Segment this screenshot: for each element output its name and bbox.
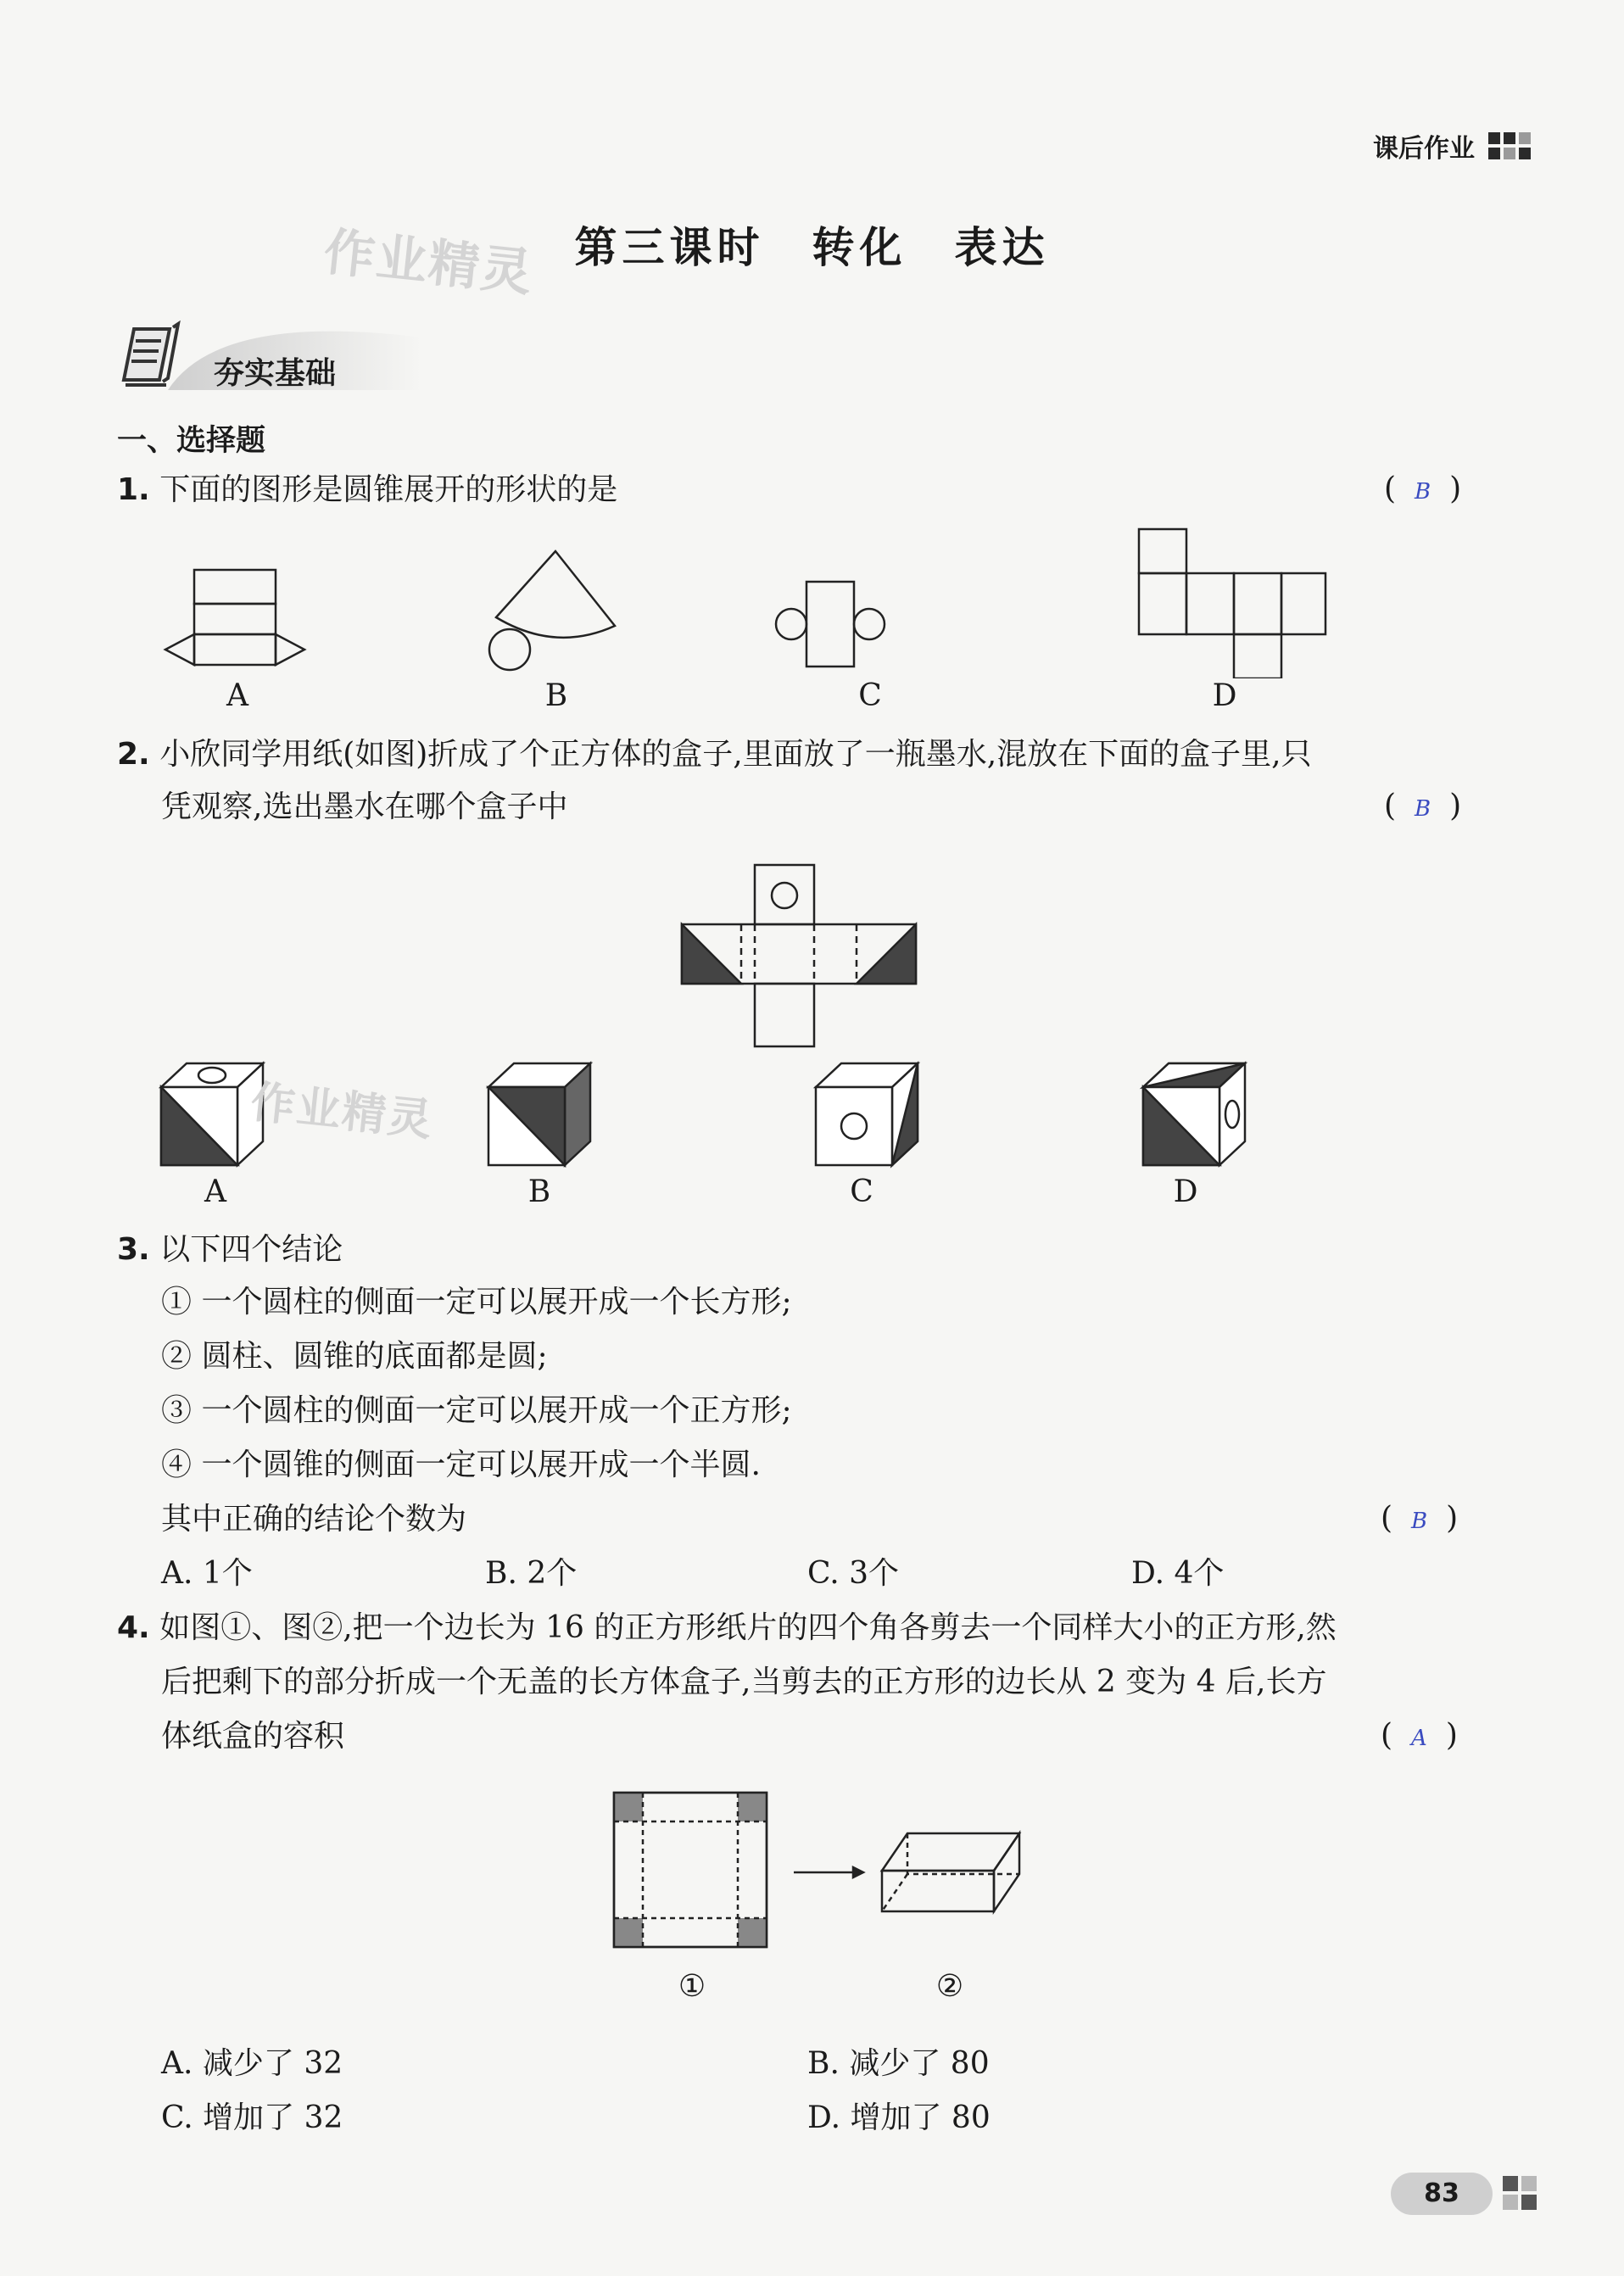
option-label: A xyxy=(226,678,248,713)
option-a: A. 1个 xyxy=(161,1556,253,1591)
statement: ② 圆柱、圆锥的底面都是圆; xyxy=(161,1339,548,1374)
answer-2: ( B ) xyxy=(1384,789,1462,823)
cut-square-figure xyxy=(614,1793,767,1947)
header-squares-icon xyxy=(1488,132,1531,159)
option-d: D. 增加了 80 xyxy=(807,2100,991,2135)
option-label: D xyxy=(1212,678,1237,713)
part-heading: 一、选择题 xyxy=(117,424,266,458)
lesson-title: 第三课时 转化 表达 xyxy=(574,222,1050,272)
figure-label: ② xyxy=(935,1969,964,2004)
q4-figures xyxy=(611,1789,1035,1959)
question-4: 4. 如图①、图②,把一个边长为 16 的正方形纸片的四个角各剪去一个同样大小的正方形,然 xyxy=(117,1610,1337,1645)
option-c-figure xyxy=(776,582,885,667)
watermark: 作业精灵 xyxy=(321,222,537,304)
option-label: C xyxy=(850,1174,873,1209)
question-2: 2. 小欣同学用纸(如图)折成了个正方体的盒子,里面放了一瓶墨水,混放在下面的盒子里,只 xyxy=(117,737,1312,772)
figure-label: ① xyxy=(678,1969,706,2004)
option-d-cube xyxy=(1143,1063,1245,1165)
option-c-cube xyxy=(816,1063,918,1165)
arrow-icon xyxy=(794,1867,863,1877)
statement: ③ 一个圆柱的侧面一定可以展开成一个正方形; xyxy=(161,1393,792,1428)
page-number: 83 xyxy=(1391,2173,1493,2215)
question-2-line2: 凭观察,选出墨水在哪个盒子中 xyxy=(161,789,568,824)
footer-squares-icon xyxy=(1503,2176,1537,2210)
option-label: D xyxy=(1173,1174,1198,1209)
option-a-figure xyxy=(165,570,304,665)
question-3-stem: 其中正确的结论个数为 xyxy=(161,1502,467,1537)
answer-1: ( B ) xyxy=(1384,471,1462,506)
option-d: D. 4个 xyxy=(1131,1556,1225,1591)
statement: ④ 一个圆锥的侧面一定可以展开成一个半圆. xyxy=(161,1448,761,1482)
option-label: B xyxy=(527,1174,551,1209)
q1-figures xyxy=(153,526,1340,678)
option-b-figure xyxy=(489,551,615,670)
open-box-figure xyxy=(882,1833,1019,1911)
question-4-line3: 体纸盒的容积 xyxy=(161,1719,345,1754)
watermark: 作业精灵 xyxy=(248,1076,436,1147)
notebook-icon xyxy=(124,324,178,385)
option-label: B xyxy=(544,678,568,713)
option-a: A. 减少了 32 xyxy=(161,2046,343,2081)
question-3: 3. 以下四个结论 xyxy=(117,1232,343,1267)
section-tag: 课后作业 xyxy=(1373,134,1475,164)
option-label: A xyxy=(204,1174,226,1209)
option-b-cube xyxy=(488,1063,590,1165)
section-label: 夯实基础 xyxy=(214,356,337,391)
option-label: C xyxy=(858,678,882,713)
option-d-figure xyxy=(1139,529,1325,678)
answer-3: ( B ) xyxy=(1381,1501,1459,1536)
q2-net-figure xyxy=(678,862,924,1050)
option-b: B. 减少了 80 xyxy=(807,2046,990,2081)
option-c: C. 增加了 32 xyxy=(161,2100,343,2135)
question-4-line2: 后把剩下的部分折成一个无盖的长方体盒子,当剪去的正方形的边长从 2 变为 4 后,长方 xyxy=(161,1665,1327,1699)
option-b: B. 2个 xyxy=(485,1556,578,1591)
question-1: 1. 下面的图形是圆锥展开的形状的是 xyxy=(117,472,618,507)
option-c: C. 3个 xyxy=(807,1556,900,1591)
statement: ① 一个圆柱的侧面一定可以展开成一个长方形; xyxy=(161,1285,792,1319)
answer-4: ( A ) xyxy=(1381,1718,1458,1753)
page-header xyxy=(1373,127,1531,165)
option-a-cube xyxy=(161,1063,263,1165)
